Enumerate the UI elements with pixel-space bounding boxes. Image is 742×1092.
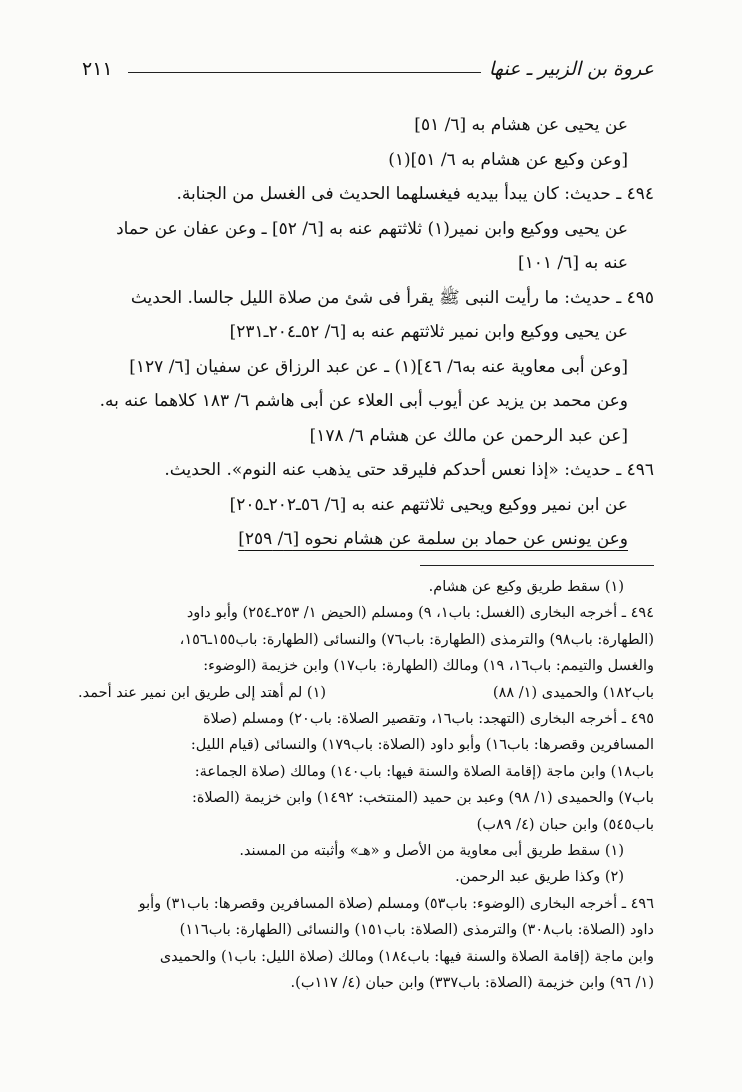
text-line: عن يحيى ووكيع وابن نمير(١) ثلاثتهم عنه به [٦/ ٥٢] ـ وعن عفان عن حماد <box>116 218 628 239</box>
text-line: [عن عبد الرحمن عن مالك عن هشام ٦/ ١٧٨] <box>309 425 628 446</box>
footnote-line: (الطهارة: باب٩٨) والترمذى (الطهارة: باب٧٦) والنسائى (الطهارة: باب١٥٥ـ١٥٦، <box>179 631 654 648</box>
header-rule <box>128 72 502 73</box>
text-line: وعن محمد بن يزيد عن أيوب أبى العلاء عن أبى هاشم ٦/ ١٨٣ كلاهما عنه به. <box>99 391 628 411</box>
text-line: [وعن وكيع عن هشام به ٦/ ٥١](١) <box>388 149 628 170</box>
footnote-line: المسافرين وقصرها: باب١٦) وأبو داود (الصلاة: باب١٧٩) والنسائى (قيام الليل: <box>190 737 654 754</box>
hadith-heading-496: ٤٩٦ ـ حديث: «إذا نعس أحدكم فليرقد حتى يذهب عنه النوم». الحديث. <box>164 460 654 480</box>
text-line-underlined: وعن يونس عن حماد بن سلمة عن هشام نحوه [٦/ ٢٥٩] <box>238 529 628 549</box>
takhrij-494: ٤٩٤ ـ أخرجه البخارى (الغسل: باب١، ٩) ومسلم (الحيض ١/ ٢٥٣ـ٢٥٤) وأبو داود <box>186 605 654 622</box>
footnote-line: (١) سقط طريق وكيع عن هشام. <box>428 579 624 595</box>
takhrij-495: ٤٩٥ ـ أخرجه البخارى (التهجد: باب١٦، وتقصير الصلاة: باب٢٠) ومسلم (صلاة <box>203 711 654 728</box>
running-header <box>82 58 654 84</box>
text-line: عن يحيى عن هشام به [٦/ ٥١] <box>414 115 628 135</box>
footnote-line: باب٧) والحميدى (١/ ٩٨) وعبد بن حميد (المنتخب: ١٤٩٢) وابن خزيمة (الصلاة: <box>191 790 654 807</box>
footnote-line: باب١٨٢) والحميدى (١/ ٨٨) <box>492 684 654 701</box>
text-line: عنه به [٦/ ١٠١] <box>517 253 628 273</box>
footnote-line: والغسل والتيمم: باب١٦، ١٩) ومالك (الطهارة: باب١٧) وابن خزيمة (الوضوء: <box>203 658 654 675</box>
footnote-line: (١) لم أهتد إلى طريق ابن نمير عند أحمد. <box>78 684 327 701</box>
hadith-heading-494: ٤٩٤ ـ حديث: كان يبدأ بيديه فيغسلهما الحديث فى الغسل من الجنابة. <box>176 184 654 204</box>
main-text <box>78 108 654 557</box>
footnote-line: وابن ماجة (إقامة الصلاة والسنة فيها: باب١٨٤) ومالك (صلاة الليل: باب١) والحميدى <box>159 948 654 965</box>
footnotes <box>78 574 654 997</box>
footnote-line: داود (الصلاة: باب٣٠٨) والترمذى (الصلاة: باب١٥١) والنسائى (الطهارة: باب١١٦) <box>179 922 654 939</box>
hadith-heading-495: ٤٩٥ ـ حديث: ما رأيت النبى ﷺ يقرأ فى شئ من صلاة الليل جالسا. الحديث <box>130 287 654 308</box>
page-number: ٢١١ <box>82 58 113 80</box>
footnote-separator <box>420 565 654 566</box>
footnote-line: (١/ ٩٦) وابن خزيمة (الصلاة: باب٣٣٧) وابن حبان (٤/ ١١٧ب). <box>290 975 654 992</box>
takhrij-496: ٤٩٦ ـ أخرجه البخارى (الوضوء: باب٥٣) ومسلم (صلاة المسافرين وقصرها: باب٣١) وأبو <box>138 895 654 912</box>
text-line: عن ابن نمير ووكيع ويحيى ثلاثتهم عنه به [٦/ ٥٦ـ٢٠٢ـ٢٠٥] <box>229 494 628 515</box>
footnote-line: باب٥٤٥) وابن حبان (٤/ ٨٩ب) <box>476 816 654 833</box>
text-line: عن يحيى ووكيع وابن نمير ثلاثتهم عنه به [٦/ ٥٢ـ٢٠٤ـ٢٣١] <box>229 322 628 342</box>
running-title: عروة بن الزبير ـ عنها <box>481 58 654 80</box>
text-line: [وعن أبى معاوية عنه به٦/ ٤٦](١) ـ عن عبد الرزاق عن سفيان [٦/ ١٢٧] <box>129 356 628 377</box>
footnote-line: (٢) وكذا طريق عبد الرحمن. <box>455 869 624 886</box>
footnote-split-line <box>78 680 654 706</box>
footnote-line: (١) سقط طريق أبى معاوية من الأصل و «هـ» وأثبته من المسند. <box>239 843 624 860</box>
footnote-line: باب١٨) وابن ماجة (إقامة الصلاة والسنة فيها: باب١٤٠) ومالك (صلاة الجماعة: <box>194 763 654 780</box>
